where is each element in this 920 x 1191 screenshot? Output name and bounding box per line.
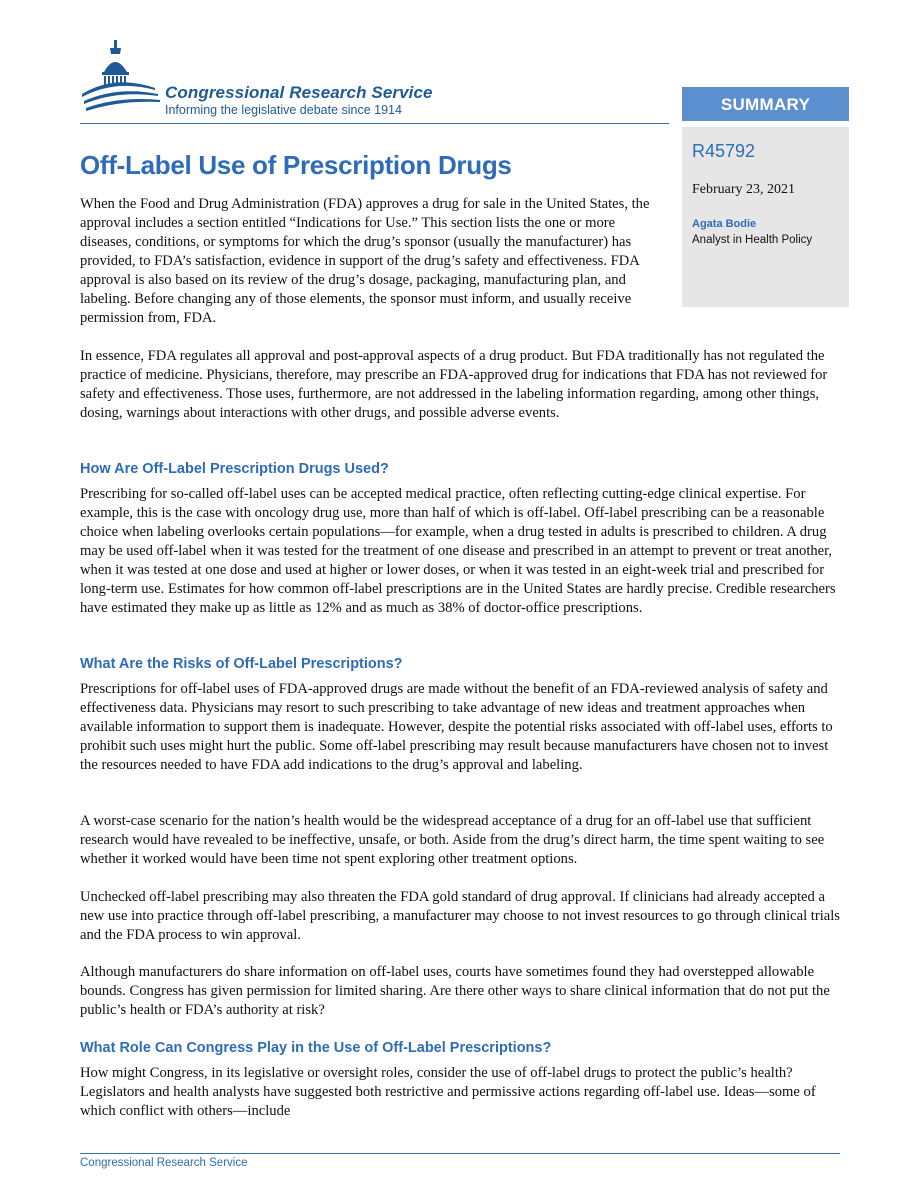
risks-paragraph-4: Although manufacturers do share information on off-label uses, courts have sometimes found they had overstepped allowable bounds. Congress has given permission for limited sharing. Are there other ways to share clinical information that do not put the public’s health or FDA’s authority at risk? xyxy=(80,964,830,1018)
footer-divider xyxy=(80,1153,840,1154)
author-name: Agata Bodie xyxy=(692,218,757,230)
essence-paragraph: In essence, FDA regulates all approval and post-approval aspects of a drug product. But FDA traditionally has not regulated the practice of medicine. Physicians, therefore, may prescribe an FDA-approved drug for indications that FDA has not reviewed for safety and effectiveness. Those uses, furthermore, are not addressed in the labeling information regarding, among other things, dosing, warnings about interactions with other drugs, and possible adverse events. xyxy=(80,348,828,421)
page-title: Off-Label Use of Prescription Drugs xyxy=(80,150,512,180)
summary-tab: SUMMARY xyxy=(682,87,849,121)
usage-paragraph: Prescribing for so-called off-label uses can be accepted medical practice, often reflecting cutting-edge clinical expertise. For example, this is the case with oncology drug use, more than half of which is off-label. Off-label prescribing can be a reasonable choice when labeling overlooks certain populations—for example, when a drug tested in adults is prescribed to children. A drug may be used off-label when it was tested for the treatment of one disease and prescribed in an attempt to prevent or treat another, when it was tested at one dose and used at higher or lower doses, or when it was tested in an eight-week trial and prescribed for long-term use. Estimates for how common off-label prescriptions are in the United States are hardly precise. Credible researchers have estimated they make up as little as 12% and as much as 38% of doctor-office prescriptions. xyxy=(80,486,836,616)
report-number: R45792 xyxy=(692,141,756,161)
report-date: February 23, 2021 xyxy=(692,182,796,197)
section-heading-risks: What Are the Risks of Off-Label Prescriptions? xyxy=(80,656,403,672)
footer-org-name: Congressional Research Service xyxy=(80,1157,248,1169)
org-name: Congressional Research Service xyxy=(165,83,433,102)
risks-paragraph-1: Prescriptions for off-label uses of FDA-approved drugs are made without the benefit of an FDA-reviewed analysis of safety and effectiveness data. Physicians may resort to such prescribing to take advantage of new ideas and treatment approaches when available information to support them is inadequate. However, despite the potential risks associated with off-label uses, efforts to prohibit such uses might hurt the public. Some off-label prescribing may result because manufacturers have chosen not to invest the resources needed to have FDA add indications to the drug’s approval and labeling. xyxy=(80,681,833,773)
author-title: Analyst in Health Policy xyxy=(692,234,813,246)
section-heading-congress: What Role Can Congress Play in the Use of Off-Label Prescriptions? xyxy=(80,1040,552,1056)
intro-paragraph: When the Food and Drug Administration (FDA) approves a drug for sale in the United States, the approval includes a section entitled “Indications for Use.” This section lists the one or more diseases, conditions, or symptoms for which the drug’s sponsor (usually the manufacturer) has provided, to FDA’s satisfaction, evidence in support of the drug’s safety and effectiveness. FDA approval is also based on its review of the drug’s dosage, packaging, manufacturing plan, and labeling. Before changing any of those elements, the sponsor must inform, and usually receive permission from, FDA. xyxy=(80,196,650,326)
section-heading-usage: How Are Off-Label Prescription Drugs Used? xyxy=(80,461,389,477)
header-divider xyxy=(80,123,669,124)
summary-sidebar xyxy=(682,127,849,307)
org-tagline: Informing the legislative debate since 1914 xyxy=(165,103,402,117)
risks-paragraph-3: Unchecked off-label prescribing may also threaten the FDA gold standard of drug approval. If clinicians had already accepted a new use into practice through off-label prescribing, a manufacturer may choose to not invest resources to go through clinical trials and the FDA process to win approval. xyxy=(80,889,840,943)
congress-paragraph: How might Congress, in its legislative or oversight roles, consider the use of off-label drugs to protect the public’s health? Legislators and health analysts have suggested both restrictive and permissive actions regarding off-label use. Ideas—some of which conflict with others—include xyxy=(80,1065,816,1119)
capitol-dome-icon xyxy=(80,34,170,124)
risks-paragraph-2: A worst-case scenario for the nation’s health would be the widespread acceptance of a drug for an off-label use that sufficient research would have revealed to be ineffective, unsafe, or both. Aside from the drug’s direct harm, the time spent waiting to see whether it worked would have been time not spent exploring other treatment options. xyxy=(80,813,825,867)
